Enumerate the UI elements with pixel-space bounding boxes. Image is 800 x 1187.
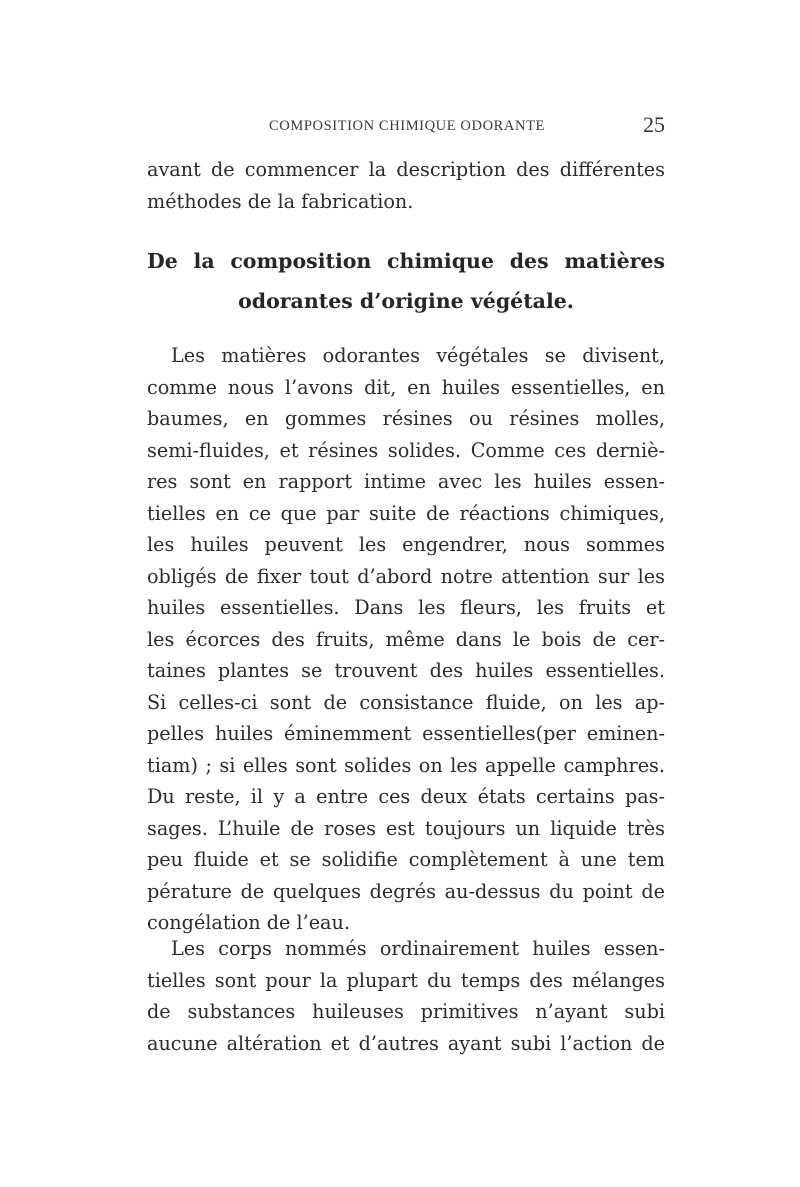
- body-paragraph: [147, 933, 665, 1059]
- text-line: peu fluide et se solidifie complètement à une tem: [147, 848, 665, 871]
- text-line: Les corps nommés ordinairement huiles essen-: [171, 937, 665, 960]
- text-line: congélation de l’eau.: [147, 911, 350, 934]
- text-line: pérature de quelques degrés au-dessus du point de: [147, 879, 665, 903]
- text-line: pelles huiles éminemment essentielles(per eminen-: [147, 722, 665, 745]
- heading-line: odorantes d’origine végétale.: [238, 289, 574, 313]
- text-line: tiam) ; si elles sont solides on les appelle camphres.: [147, 753, 665, 777]
- text-line: Les matières odorantes végétales se divisent,: [171, 344, 665, 367]
- heading-line: De la composition chimique des matières: [147, 249, 665, 273]
- text-line: de substances huileuses primitives n’ayant subi: [147, 1000, 665, 1023]
- text-line: res sont en rapport intime avec les huiles essen-: [147, 470, 665, 493]
- page-number: 25: [643, 112, 665, 137]
- text-line: tielles en ce que par suite de réactions chimiques,: [147, 501, 665, 525]
- text-line: baumes, en gommes résines ou résines molles,: [147, 407, 665, 430]
- text-line: obligés de fixer tout d’abord notre attention sur les: [147, 564, 665, 588]
- text-line: comme nous l’avons dit, en huiles essentielles, en: [147, 375, 665, 399]
- text-line: les huiles peuvent les engendrer, nous sommes: [147, 533, 665, 556]
- text-line: Si celles-ci sont de consistance fluide, on les ap-: [147, 690, 665, 714]
- text-line: sages. L’huile de roses est toujours un liquide très: [147, 816, 665, 840]
- text-line: tielles sont pour la plupart du temps des mélanges: [147, 968, 665, 992]
- running-head: [147, 112, 665, 142]
- running-title: COMPOSITION CHIMIQUE ODORANTE: [269, 118, 545, 134]
- text-line: taines plantes se trouvent des huiles essentielles.: [147, 659, 665, 682]
- body-paragraph: [147, 340, 665, 939]
- text-line: semi-fluides, et résines solides. Comme ces derniè-: [147, 438, 665, 462]
- text-line: huiles essentielles. Dans les fleurs, les fruits et: [147, 596, 665, 619]
- text-line: aucune altération et d’autres ayant subi l’action de: [147, 1031, 665, 1055]
- intro-paragraph: [147, 154, 665, 217]
- section-heading: [147, 241, 665, 321]
- text-line: avant de commencer la description des différentes: [147, 158, 665, 181]
- text-line: les écorces des fruits, même dans le bois de cer-: [147, 627, 665, 651]
- text-line: méthodes de la fabrication.: [147, 189, 414, 213]
- text-line: Du reste, il y a entre ces deux états certains pas-: [147, 785, 665, 808]
